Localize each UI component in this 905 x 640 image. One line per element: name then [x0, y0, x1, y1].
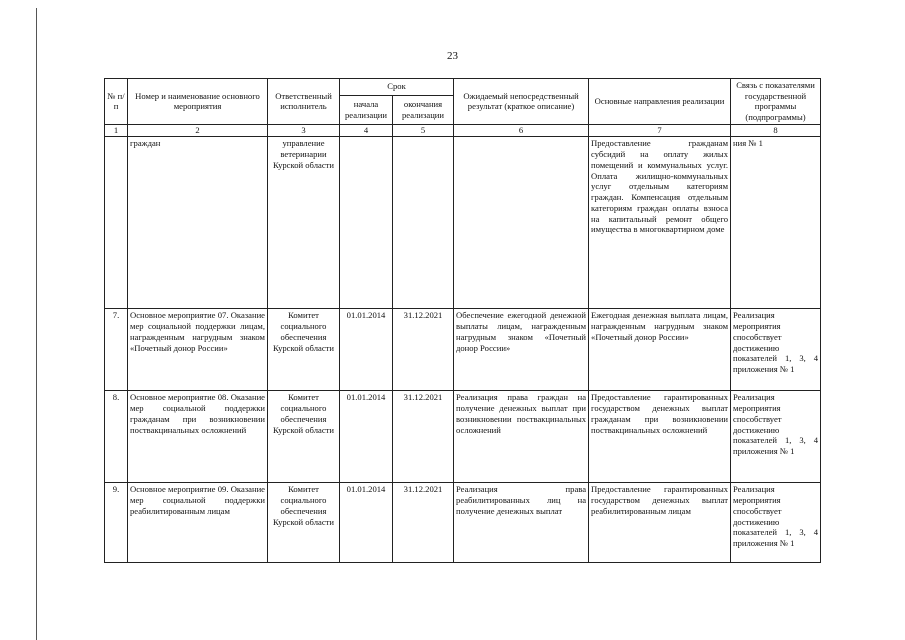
end-date: 31.12.2021 — [393, 391, 454, 483]
column-number: 6 — [454, 124, 589, 136]
header-row — [105, 79, 821, 96]
expected-result: Обеспечение ежегодной денежной выплаты лицам, награжденным нагрудным знаком «Почетный донор России» — [454, 309, 589, 391]
end-date: 31.12.2021 — [393, 483, 454, 563]
row-number: 8. — [105, 391, 128, 483]
directions: Ежегодная денежная выплата лицам, награжденным нагрудным знаком «Почетный донор России» — [589, 309, 731, 391]
end-date: 31.12.2021 — [393, 309, 454, 391]
column-number-row — [105, 124, 821, 136]
header-start: начала реализации — [340, 95, 393, 124]
column-number: 7 — [589, 124, 731, 136]
executor: управление ветеринарии Курской области — [268, 137, 340, 309]
executor: Комитет социального обеспечения Курской области — [268, 391, 340, 483]
header-end: окончания реализации — [393, 95, 454, 124]
executor: Комитет социального обеспечения Курской области — [268, 309, 340, 391]
directions: Предоставление гражданам субсидий на оплату жилых помещений и коммунальных услуг. Оплата жилищно-коммунальных услуг отдельным категориям граждан. Компенсация отдельным категориям граждан оплаты взноса на капитальный ремонт общего имущества в многоквартирном доме — [589, 137, 731, 309]
directions: Предоставление гарантированных государством денежных выплат реабилитированным лицам — [589, 483, 731, 563]
directions: Предоставление гарантированных государством денежных выплат гражданам при возникновении поствакцинальных осложнений — [589, 391, 731, 483]
measure-name: Основное мероприятие 08. Оказание мер социальной поддержки гражданам при возникновении поствакцинальных осложнений — [128, 391, 268, 483]
header-directions: Основные направления реализации — [589, 79, 731, 125]
table-row — [105, 137, 821, 309]
header-measure-name: Номер и наименование основного мероприятия — [128, 79, 268, 125]
indicator-link: Реализация мероприятия способствует достижению показателей 1, 3, 4 приложения № 1 — [731, 309, 821, 391]
start-date: 01.01.2014 — [340, 483, 393, 563]
table-row — [105, 309, 821, 391]
end-date — [393, 137, 454, 309]
header-term: Срок — [340, 79, 454, 96]
start-date: 01.01.2014 — [340, 309, 393, 391]
expected-result: Реализация права граждан на получение денежных выплат при возникновении поствакцинальных осложнений — [454, 391, 589, 483]
measure-name: граждан — [128, 137, 268, 309]
column-number: 1 — [105, 124, 128, 136]
column-number: 5 — [393, 124, 454, 136]
table-row — [105, 391, 821, 483]
column-number: 2 — [128, 124, 268, 136]
page-margin-line — [36, 8, 37, 640]
page-number: 23 — [447, 50, 458, 62]
header-number: № п/п — [105, 79, 128, 125]
column-number: 8 — [731, 124, 821, 136]
header-executor: Ответственный исполнитель — [268, 79, 340, 125]
measure-name: Основное мероприятие 09. Оказание мер социальной поддержки реабилитированным лицам — [128, 483, 268, 563]
header-expected-result: Ожидаемый непосредственный результат (краткое описание) — [454, 79, 589, 125]
indicator-link: Реализация мероприятия способствует достижению показателей 1, 3, 4 приложения № 1 — [731, 483, 821, 563]
header-indicator-link: Связь с показателями государственной программы (подпрограммы) — [731, 79, 821, 125]
expected-result: Реализация права реабилитированных лиц на получение денежных выплат — [454, 483, 589, 563]
indicator-link: Реализация мероприятия способствует достижению показателей 1, 3, 4 приложения № 1 — [731, 391, 821, 483]
row-number: 7. — [105, 309, 128, 391]
row-number: 9. — [105, 483, 128, 563]
row-number — [105, 137, 128, 309]
program-measures-table — [104, 78, 821, 563]
expected-result — [454, 137, 589, 309]
indicator-link: ния № 1 — [731, 137, 821, 309]
column-number: 3 — [268, 124, 340, 136]
start-date: 01.01.2014 — [340, 391, 393, 483]
start-date — [340, 137, 393, 309]
column-number: 4 — [340, 124, 393, 136]
table-row — [105, 483, 821, 563]
executor: Комитет социального обеспечения Курской области — [268, 483, 340, 563]
measure-name: Основное мероприятие 07. Оказание мер социальной поддержки лицам, награжденным нагрудным знаком «Почетный донор России» — [128, 309, 268, 391]
